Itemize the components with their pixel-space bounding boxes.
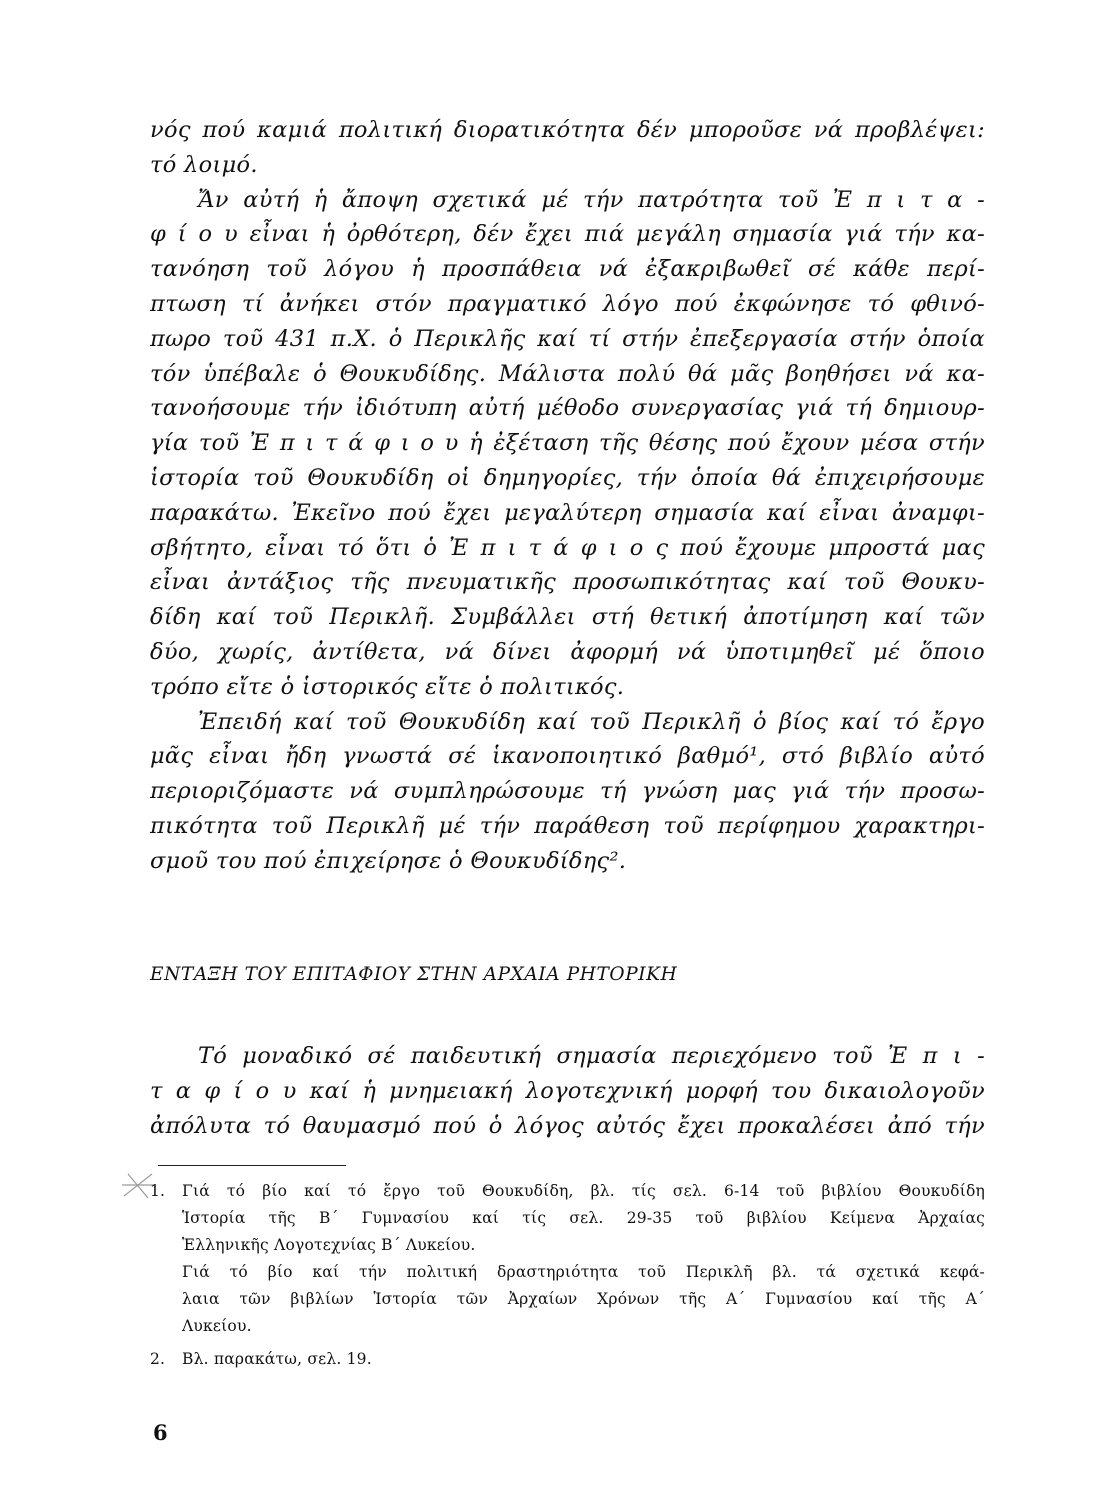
text-line: τ α φ ί ο υ καί ἡ μνημειακή λογοτεχνική μορφή του δικαιολογοῦν — [150, 1077, 985, 1104]
text-line: τανόηση τοῦ λόγου ἡ προσπάθεια νά ἐξακριβωθεῖ σέ κάθε περί- — [150, 256, 985, 283]
text-line: παρακάτω. Ἐκεῖνο πού ἔχει μεγαλύτερη σημασία καί εἶναι ἀναμφι- — [150, 499, 985, 526]
section-heading: ΕΝΤΑΞΗ ΤΟΥ ΕΠΙΤΑΦΙΟΥ ΣΤΗΝ ΑΡΧΑΙΑ ΡΗΤΟΡΙΚΗ — [150, 964, 678, 985]
footnote-1 — [150, 1178, 985, 1340]
footnote-2 — [150, 1346, 985, 1373]
footnote-line: Γιά τό βίο καί τήν πολιτική δραστηριότητα τοῦ Περικλῆ βλ. τά σχετικά κεφά- — [182, 1263, 985, 1281]
footnote-divider — [158, 1165, 346, 1166]
text-line: τανοήσουμε τήν ἰδιότυπη αὐτή μέθοδο συνεργασίας γιά τή δημιουρ- — [150, 395, 985, 422]
footnote-line: Γιά τό βίο καί τό ἔργο τοῦ Θουκυδίδη, βλ. τίς σελ. 6-14 τοῦ βιβλίου Θουκυδίδη — [182, 1182, 985, 1200]
text-line: μᾶς εἶναι ἤδη γνωστά σέ ἱκανοποιητικό βαθμό¹, στό βιβλίο αὐτό — [150, 743, 985, 770]
text-line: πικότητα τοῦ Περικλῆ μέ τήν παράθεση τοῦ περίφημου χαρακτηρι- — [150, 812, 985, 839]
text-line: ἱστορία τοῦ Θουκυδίδη οἱ δημηγορίες, τήν ὁποία θά ἐπιχειρήσουμε — [150, 464, 985, 491]
text-line: πωρο τοῦ 431 π.Χ. ὁ Περικλῆς καί τί στήν ἐπεξεργασία στήν ὁποία — [150, 325, 985, 352]
text-line: σμοῦ του πού ἐπιχείρησε ὁ Θουκυδίδης². — [150, 847, 627, 874]
footnote-line: Ἑλληνικῆς Λογοτεχνίας Β΄ Λυκείου. — [182, 1236, 476, 1254]
text-line: δύο, χωρίς, ἀντίθετα, νά δίνει ἀφορμή νά ὑποτιμηθεῖ μέ ὅποιο — [150, 638, 985, 665]
text-line: εἶναι ἀντάξιος τῆς πνευματικῆς προσωπικότητας καί τοῦ Θουκυ- — [150, 569, 985, 596]
text-line: πτωση τί ἀνήκει στόν πραγματικό λόγο πού ἐκφώνησε τό φθινό- — [150, 290, 985, 317]
page-number: 6 — [153, 1420, 168, 1445]
text-line: τρόπο εἴτε ὁ ἱστορικός εἴτε ὁ πολιτικός. — [150, 673, 625, 700]
footnote-number: 1. — [150, 1182, 166, 1200]
text-line: περιοριζόμαστε νά συμπληρώσουμε τή γνώση μας γιά τήν προσω- — [150, 778, 985, 805]
text-line: νός πού καμιά πολιτική διορατικότητα δέν μποροῦσε νά προβλέψει: — [150, 117, 985, 143]
text-line: σβήτητο, εἶναι τό ὅτι ὁ Ἐ π ι τ ά φ ι ο ς πού ἔχουμε μπροστά μας — [150, 534, 985, 561]
footnotes-block — [150, 1178, 985, 1373]
footnote-number: 2. — [150, 1350, 166, 1368]
text-line: γία τοῦ Ἐ π ι τ ά φ ι ο υ ἡ ἐξέταση τῆς θέσης πού ἔχουν μέσα στήν — [150, 430, 985, 457]
footnote-line: Βλ. παρακάτω, σελ. 19. — [182, 1350, 372, 1368]
footnote-line: λαια τῶν βιβλίων Ἱστορία τῶν Ἀρχαίων Χρόνων τῆς Α΄ Γυμνασίου καί τῆς Α΄ — [182, 1290, 985, 1308]
text-line: τόν ὑπέβαλε ὁ Θουκυδίδης. Μάλιστα πολύ θά μᾶς βοηθήσει νά κα- — [150, 360, 985, 387]
footnote-line: Ἱστορία τῆς Β΄ Γυμνασίου καί τίς σελ. 29-35 τοῦ βιβλίου Κείμενα Ἀρχαίας — [182, 1209, 985, 1227]
text-line: ἀπόλυτα τό θαυμασμό πού ὁ λόγος αὐτός ἔχει προκαλέσει ἀπό τήν — [150, 1112, 985, 1139]
text-line: δίδη καί τοῦ Περικλῆ. Συμβάλλει στή θετική ἀποτίμηση καί τῶν — [150, 604, 985, 631]
footnote-line: Λυκείου. — [182, 1317, 252, 1335]
text-line: Ἐπειδή καί τοῦ Θουκυδίδη καί τοῦ Περικλῆ ὁ βίος καί τό ἔργο — [198, 708, 985, 735]
text-line: Τό μοναδικό σέ παιδευτική σημασία περιεχόμενο τοῦ Ἐ π ι - — [198, 1043, 985, 1069]
main-text-block — [150, 113, 985, 879]
text-line: τό λοιμό. — [150, 151, 258, 178]
text-line: Ἄν αὐτή ἡ ἄποψη σχετικά μέ τήν πατρότητα τοῦ Ἐ π ι τ α - — [198, 186, 985, 213]
section-text-block — [150, 1039, 985, 1143]
text-line: φ ί ο υ εἶναι ἡ ὀρθότερη, δέν ἔχει πιά μεγάλη σημασία γιά τήν κα- — [150, 221, 985, 248]
